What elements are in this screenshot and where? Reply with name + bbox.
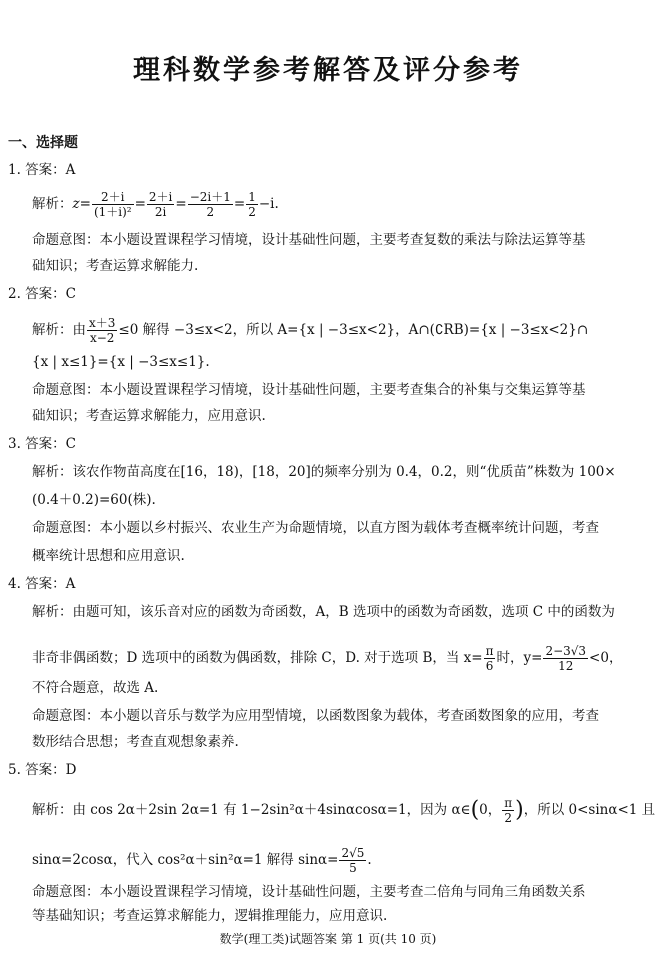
q3-intent-line1: 命题意图：本小题以乡村振兴、农业生产为命题情境，以直方图为载体考查概率统计问题，考查 — [32, 520, 599, 536]
q2-analysis-line1 — [32, 316, 588, 345]
q4-answer: 4. 答案：A — [8, 576, 76, 592]
q2-analysis-line2: {x | x≤1}={x | −3≤x≤1}. — [32, 354, 210, 370]
q4-intent-line1: 命题意图：本小题以音乐与数学为应用型情境，以函数图象为载体，考查函数图象的应用，考查 — [32, 708, 599, 724]
q1-analysis-label: 解析： — [32, 196, 73, 212]
q4-analysis-text-c: <0， — [589, 650, 623, 666]
q2-answer: 2. 答案：C — [8, 286, 77, 302]
q1-answer: 1. 答案：A — [8, 162, 76, 178]
q3-intent-line2: 概率统计思想和应用意识. — [32, 548, 185, 564]
q5-intent-line1: 命题意图：本小题设置课程学习情境，设计基础性问题，主要考查二倍角与同角三角函数关系 — [32, 884, 586, 900]
q1-frac-4: $\frac{1}{2}$ — [248, 190, 256, 219]
q5-intent-line2: 等基础知识；考查运算求解能力，逻辑推理能力，应用意识. — [32, 908, 388, 924]
q2-analysis-label: 解析：由 — [32, 322, 86, 338]
q5-frac-pi: $\frac{\pi}{2}$ — [504, 796, 513, 825]
q5-analysis-text-a: 解析：由 cos 2α＋2sin 2α=1 有 1−2sin²α＋4sinαcosα=1，因为 α∈ — [32, 802, 471, 818]
q1-frac-2: $\frac{2+i}{2i}$ — [148, 190, 173, 219]
q1-intent-line2: 础知识；考查运算求解能力. — [32, 258, 199, 274]
q4-analysis-text-b: 时，y= — [496, 650, 543, 666]
q5-analysis-line2 — [32, 846, 372, 875]
q2-intent-line2: 础知识；考查运算求解能力，应用意识. — [32, 408, 266, 424]
q5-analysis-text-b: ，所以 0<sinα<1 且 — [523, 802, 656, 818]
q1-frac-3: $\frac{-2i+1}{2}$ — [189, 190, 231, 219]
page-footer: 数学(理工类)试题答案 第 1 页(共 10 页) — [219, 932, 437, 946]
q5-answer: 5. 答案：D — [8, 762, 77, 778]
q3-analysis-line1: 解析：该农作物苗高度在[16，18)，[18，20]的频率分别为 0.4，0.2，则“优质苗”株数为 100× — [32, 464, 616, 480]
q4-frac-y: $\frac{2-3√3}{12}$ — [545, 644, 587, 673]
q5-analysis-line1: 解析：由 cos 2α＋2sin 2α=1 有 1−2sin²α＋4sinαcosα=1，因为 α∈(0， $\frac{\pi}{2}$ )，所以 0<sinα<1 且 — [32, 796, 656, 825]
q2-intent-line1: 命题意图：本小题设置课程学习情境，设计基础性问题，主要考查集合的补集与交集运算等基 — [32, 382, 586, 398]
q3-answer: 3. 答案：C — [8, 436, 77, 452]
q5-frac-result: $\frac{2√5}{5}$ — [341, 846, 365, 875]
q1-frac-1: $\frac{2+i}{\text{(1＋i)²}}$ — [93, 190, 132, 219]
q5-analysis-text-d: . — [367, 852, 372, 868]
page-title: 理科数学参考解答及评分参考 — [133, 55, 523, 86]
q4-analysis-line3: 不符合题意，故选 A. — [32, 680, 159, 696]
q1-intent-line1: 命题意图：本小题设置课程学习情境，设计基础性问题，主要考查复数的乘法与除法运算等基 — [32, 232, 586, 248]
q4-frac-x: $\frac{\pi}{6}$ — [485, 644, 494, 673]
q4-analysis-line1: 解析：由题可知，该乐音对应的函数为奇函数，A，B 选项中的函数为奇函数，选项 C 中的函数为 — [32, 604, 615, 620]
section-heading: 一、选择题 — [8, 135, 78, 151]
q3-analysis-line2: (0.4＋0.2)=60(株). — [32, 492, 156, 508]
q4-analysis-line2 — [32, 644, 622, 673]
q2-frac: $\frac{x+3}{x-2}$ — [89, 316, 116, 345]
q1-analysis: 解析：z= $\frac{2+i}{\text{(1＋i)²}}$ = $\frac{2+i}{2i}$ = $\frac{-2i+1}{2}$ = $\frac{1}{2}$ −i. — [32, 190, 279, 219]
q4-analysis-text-a: 非奇非偶函数；D 选项中的函数为偶函数，排除 C，D. 对于选项 B，当 x= — [32, 650, 483, 666]
q4-intent-line2: 数形结合思想；考查直观想象素养. — [32, 734, 239, 750]
q5-analysis-text-c: sinα=2cosα，代入 cos²α＋sin²α=1 解得 sinα= — [32, 852, 339, 868]
q2-analysis-text: ≤0 解得 −3≤x<2，所以 A={x | −3≤x<2}，A∩(∁RB)={x | −3≤x<2}∩ — [118, 322, 589, 338]
